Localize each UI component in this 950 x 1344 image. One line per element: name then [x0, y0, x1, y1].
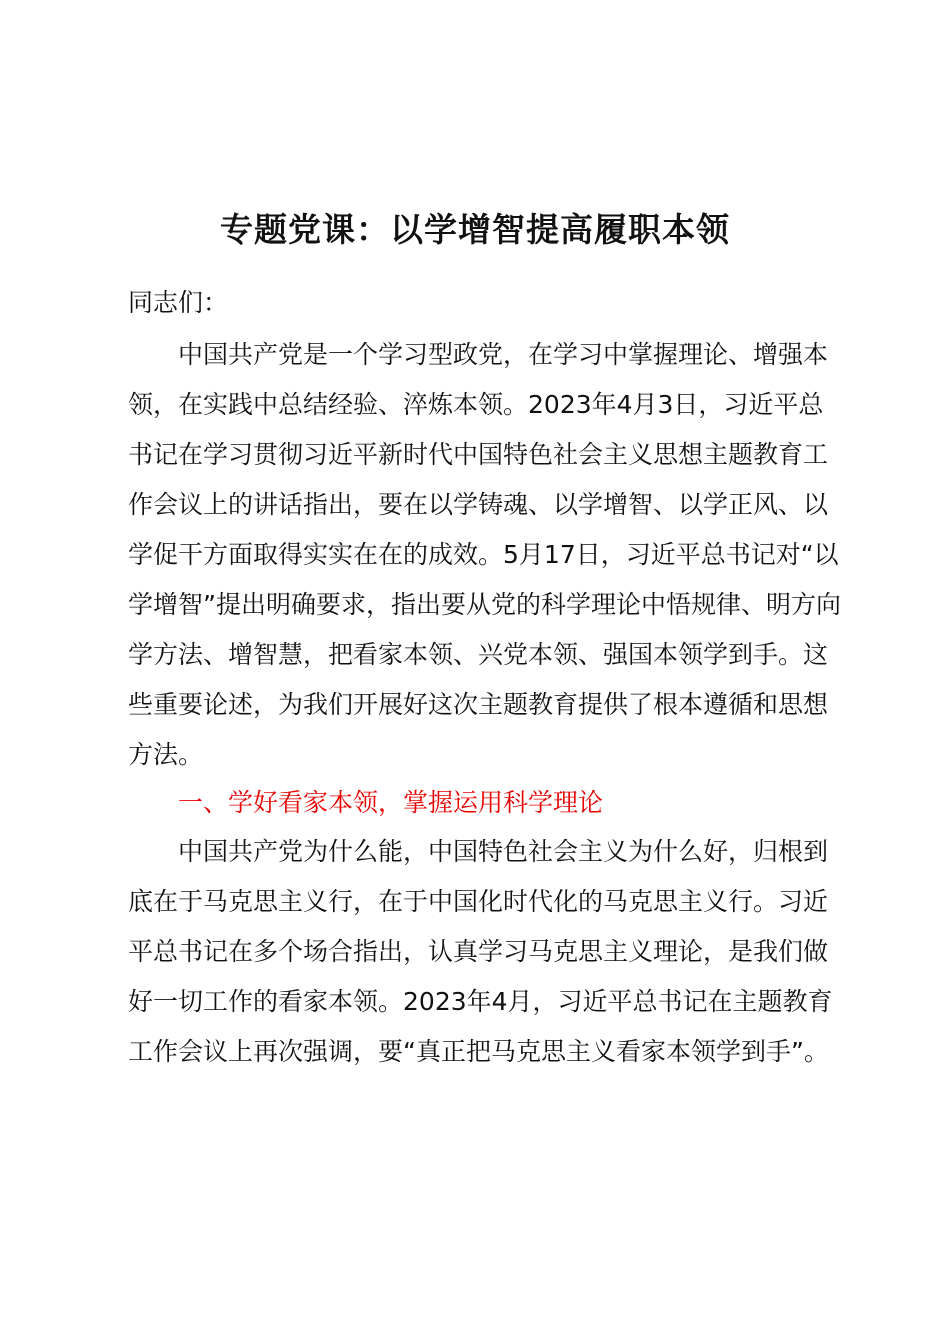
paragraph-line: 书记在学习贯彻习近平新时代中国特色社会主义思想主题教育工	[128, 440, 829, 469]
paragraph-line: 平总书记在多个场合指出，认真学习马克思主义理论，是我们做	[128, 937, 829, 966]
paragraph-line: 作会议上的讲话指出，要在以学铸魂、以学增智、以学正风、以	[128, 490, 829, 519]
paragraph-line: 学增智”提出明确要求，指出要从党的科学理论中悟规律、明方向	[128, 590, 841, 619]
document-title: 专题党课：以学增智提高履职本领	[220, 210, 730, 249]
salutation: 同志们：	[128, 288, 229, 317]
paragraph-line: 底在于马克思主义行，在于中国化时代化的马克思主义行。习近	[128, 887, 829, 916]
paragraph-line: 中国共产党是一个学习型政党，在学习中掌握理论、增强本	[178, 340, 829, 369]
paragraph-line: 学方法、增智慧，把看家本领、兴党本领、强国本领学到手。这	[128, 640, 829, 669]
paragraph-line: 些重要论述，为我们开展好这次主题教育提供了根本遵循和思想	[128, 690, 829, 719]
paragraph-line: 好一切工作的看家本领。2023年4月，习近平总书记在主题教育	[128, 987, 833, 1016]
paragraph-line: 工作会议上再次强调，要“真正把马克思主义看家本领学到手”。	[128, 1037, 829, 1066]
paragraph-section-1	[128, 827, 848, 1077]
paragraph-line: 学促干方面取得实实在在的成效。5月17日，习近平总书记对“以	[128, 540, 839, 569]
paragraph-line: 中国共产党为什么能，中国特色社会主义为什么好，归根到	[178, 837, 829, 866]
paragraph-intro	[128, 330, 848, 780]
section-heading-1: 一、学好看家本领，掌握运用科学理论	[178, 788, 604, 817]
paragraph-line: 方法。	[128, 740, 204, 769]
paragraph-line: 领，在实践中总结经验、淬炼本领。2023年4月3日，习近平总	[128, 390, 824, 419]
